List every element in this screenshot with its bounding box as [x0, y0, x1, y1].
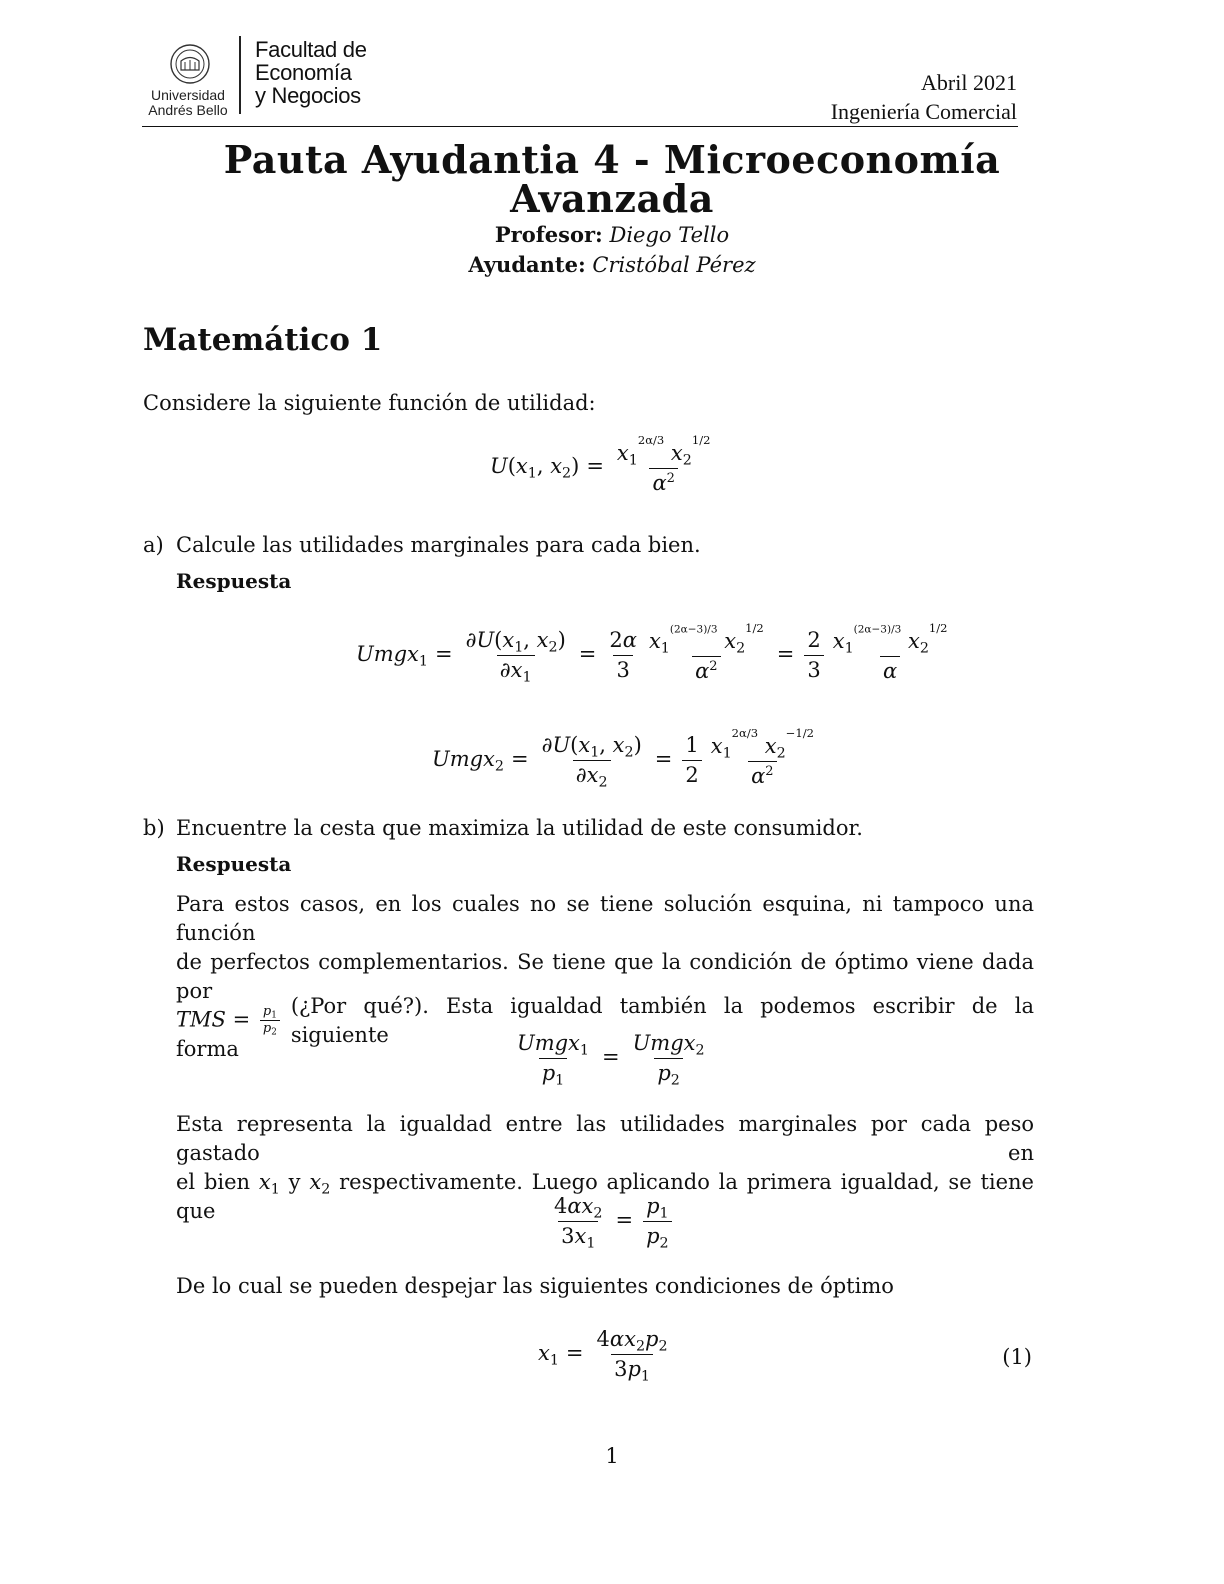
header-program: Ingeniería Comercial: [830, 99, 1017, 124]
university-name-line-1: Universidad: [151, 87, 225, 103]
section-title: Matemático 1: [143, 322, 383, 358]
header-info: [831, 68, 1017, 126]
tms-condition: TMS = $\frac{p_1}{p_2}$: [176, 1005, 283, 1037]
header-date: Abril 2021: [921, 70, 1017, 95]
item-a-question: Calcule las utilidades marginales para cada bien.: [176, 533, 701, 557]
paragraph-1-line-1: Para estos casos, en los cuales no se tiene solución esquina, ni tampoco una función: [176, 892, 1034, 945]
optimum-condition-equation: $x_1$ = $\frac{4\alpha x_2p_2}{3p_1}$: [538, 1327, 668, 1385]
paragraph-2-line-2: el bien $x_1$ y $x_2$ respectivamente. Luego aplicando la primera igualdad, se tiene que: [176, 1170, 1034, 1223]
professor-name: Diego Tello: [609, 223, 730, 247]
paragraph-1-line-2: de perfectos complementarios. Se tiene que la condición de óptimo viene dada por: [176, 950, 1034, 1003]
university-name: [142, 88, 234, 118]
item-b-label: b): [143, 816, 165, 840]
faculty-name-line-1: Facultad de: [255, 37, 367, 62]
faculty-logo: [142, 36, 402, 126]
equation-number: (1): [1002, 1345, 1032, 1369]
marginal-utility-x1-equation: Umgx$_1$ = $\frac{\partial U(x_1, x_2)}{\partial x_1}$ = $\frac{2\alpha}{3}$ $\frac{x_1^{(2\alpha-3)/3} x_2^{1/2}}{\alpha^2}$ = $\frac{2}{3}$ $\frac{x_1^{(2\alpha-3)/3} x_2^{1/2}}{\alpha}$: [356, 621, 948, 686]
marginal-utility-x2-equation: Umgx$_2$ = $\frac{\partial U(x_1, x_2)}{\partial x_2}$ = $\frac{1}{2}$ $\frac{x_1^{2\alpha/3} x_2^{-1/2}}{\alpha^2}$: [432, 726, 814, 791]
assistant-line: [142, 250, 1082, 280]
paragraph-1-line-3: [176, 993, 1034, 1047]
logo-divider: [239, 36, 241, 114]
faculty-name-line-3: y Negocios: [255, 83, 361, 108]
faculty-name: [255, 38, 367, 107]
university-seal-icon: [170, 42, 210, 86]
utility-function-equation: $U(x_1$, $x_2$) = $\frac{x_1^{2\alpha/3} x_2^{1/2}}{\alpha^2}$: [490, 433, 711, 496]
paragraph-1-line-3-text: (¿Por qué?). Esta igualdad también la podemos escribir de la siguiente: [290, 993, 1034, 1047]
paragraph-2-line-2-and: y: [288, 1170, 301, 1194]
marginal-utility-per-peso-equation: $\frac{Umgx_1}{p_1}$ = $\frac{Umgx_2}{p_2}$: [517, 1031, 705, 1089]
page-number: 1: [605, 1444, 619, 1468]
paragraph-2-line-2-pre: el bien: [176, 1170, 251, 1194]
item-b-paragraph-3: De lo cual se pueden despejar las siguientes condiciones de óptimo: [176, 1274, 894, 1298]
intro-text: Considere la siguiente función de utilidad:: [143, 391, 596, 415]
university-name-line-2: Andrés Bello: [148, 102, 228, 118]
paragraph-1-line-4: forma: [176, 1037, 239, 1061]
document-title-line-1: Pauta Ayudantia 4 - Microeconomía: [223, 137, 1001, 182]
document-title: [142, 137, 1082, 221]
first-equality-equation: $\frac{4\alpha x_2}{3x_1}$ = $\frac{p_1}{p_2}$: [548, 1195, 675, 1248]
professor-line: [142, 220, 1082, 250]
credits: [142, 220, 1082, 280]
paragraph-2-line-2-post: respectivamente. Luego aplicando la primera igualdad, se tiene que: [176, 1170, 1034, 1223]
item-b-answer-heading: Respuesta: [176, 852, 292, 876]
assistant-label: Ayudante:: [468, 252, 586, 277]
document-title-line-2: Avanzada: [510, 176, 714, 221]
assistant-name: Cristóbal Pérez: [592, 253, 756, 277]
header-rule: [142, 126, 1018, 127]
faculty-name-line-2: Economía: [255, 60, 352, 85]
professor-label: Profesor:: [494, 222, 603, 247]
item-a-answer-heading: Respuesta: [176, 569, 292, 593]
item-a-label: a): [143, 533, 164, 557]
item-b-question: Encuentre la cesta que maximiza la utilidad de este consumidor.: [176, 816, 863, 840]
paragraph-2-line-1: Esta representa la igualdad entre las utilidades marginales por cada peso gastado en: [176, 1112, 1034, 1165]
